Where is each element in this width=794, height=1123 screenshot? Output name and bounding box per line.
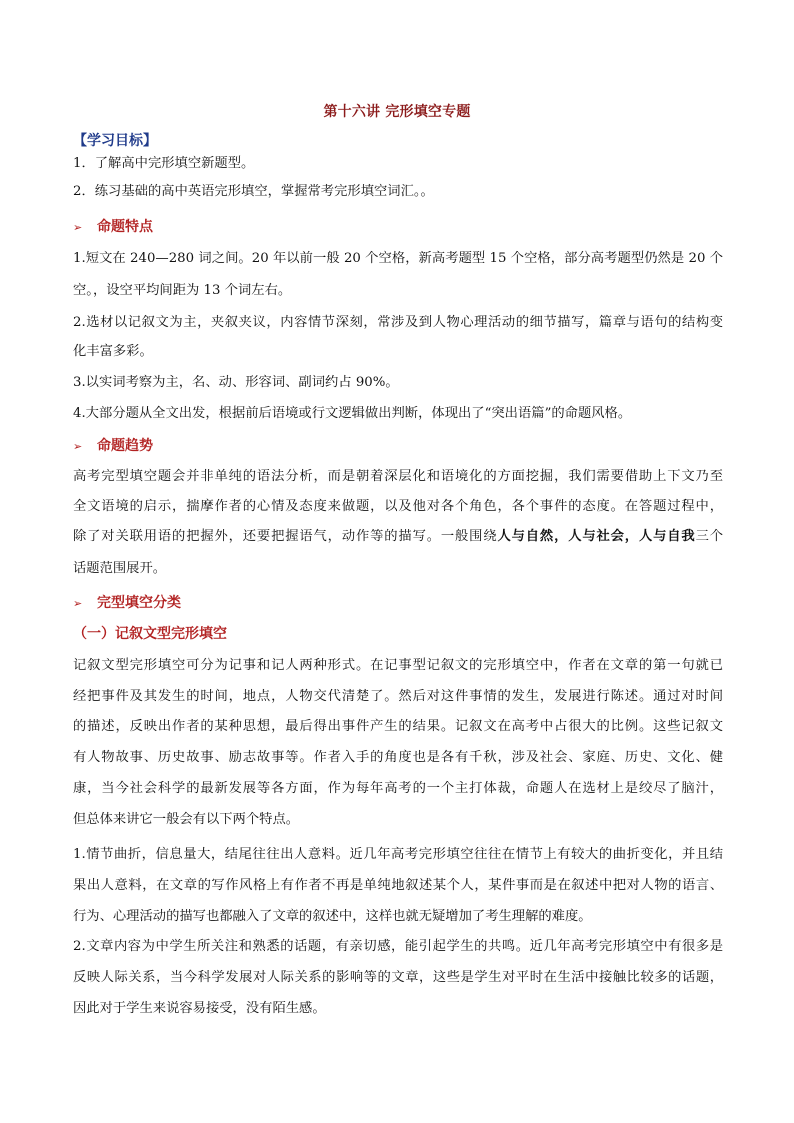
trend-themes-bold: 人与自然，人与社会，人与自我 xyxy=(497,529,696,544)
features-line-4: 化丰富多彩。 xyxy=(73,344,153,359)
page-title: 第十六讲 完形填空专题 xyxy=(323,104,471,120)
para3-line-2: 反映人际关系，当今科学发展对人际关系的影响等的文章，这些是学生对平时在生活中接触比较多的话题， xyxy=(73,970,723,985)
trend-line-3 xyxy=(73,527,723,547)
trend-heading-block xyxy=(73,436,153,457)
para1-line-5: 康，当今社会科学的最新发展等各方面，作为每年高考的一个主打体裁，命题人在选材上是绞尽了脑汁， xyxy=(73,781,723,796)
trend-line-3-tail: 三个 xyxy=(695,529,724,544)
trend-heading: 命题趋势 xyxy=(97,438,153,454)
objective-item-1: 1．了解高中完形填空新题型。 xyxy=(73,156,255,171)
para3-line-3: 因此对于学生来说容易接受，没有陌生感。 xyxy=(73,1001,326,1016)
objective-item-2: 2．练习基础的高中英语完形填空，掌握常考完形填空词汇。。 xyxy=(73,184,434,199)
classification-heading: 完型填空分类 xyxy=(97,595,181,611)
arrow-bullet-icon: ➢ xyxy=(73,221,83,234)
classification-heading-block xyxy=(73,593,181,614)
features-heading-block xyxy=(73,217,153,238)
trend-line-2: 全文语境的启示，揣摩作者的心情及态度来做题，以及他对各个角色，各个事件的态度。在答题过程中， xyxy=(73,499,723,514)
features-line-2: 空。，设空平均间距为 13 个词左右。 xyxy=(73,283,292,298)
para2-line-2: 果出人意料，在文章的写作风格上有作者不再是单纯地叙述某个人，某件事而是在叙述中把对人物的语言、 xyxy=(73,878,723,893)
para1-line-6: 但总体来讲它一般会有以下两个特点。 xyxy=(73,812,300,827)
para1-line-2: 经把事件及其发生的时间，地点，人物交代清楚了。然后对这件事情的发生，发展进行陈述。通过对时间 xyxy=(73,689,723,704)
features-line-6: 4.大部分题从全文出发，根据前后语境或行文逻辑做出判断，体现出了“突出语篇”的命题风格。 xyxy=(73,406,632,421)
narrative-sub-heading: （一）记叙文型完形填空 xyxy=(73,626,227,642)
para3-line-1: 2.文章内容为中学生所关注和熟悉的话题，有亲切感，能引起学生的共鸣。近几年高考完形填空中有很多是 xyxy=(73,939,723,954)
features-line-3: 2.选材以记叙文为主，夹叙夹议，内容情节深刻，常涉及到人物心理活动的细节描写，篇章与语句的结构变 xyxy=(73,315,723,330)
objectives-heading: 【学习目标】 xyxy=(73,133,157,149)
features-line-1: 1.短文在 240—280 词之间。20 年以前一般 20 个空格，新高考题型 15 个空格，部分高考题型仍然是 20 个 xyxy=(73,251,723,266)
para1-line-4: 有人物故事、历史故事、励志故事等。作者入手的角度也是各有千秋，涉及社会、家庭、历史、文化、健 xyxy=(73,750,723,765)
arrow-bullet-icon: ➢ xyxy=(73,440,83,453)
para1-line-3: 的描述，反映出作者的某种思想，最后得出事件产生的结果。记叙文在高考中占很大的比例。这些记叙文 xyxy=(73,719,723,734)
trend-line-3-text: 除了对关联用语的把握外，还要把握语气，动作等的描写。一般围绕 xyxy=(73,529,498,544)
features-line-5: 3.以实词考察为主，名、动、形容词、副词约占 90%。 xyxy=(73,375,399,390)
arrow-bullet-icon: ➢ xyxy=(73,597,83,610)
trend-line-1: 高考完型填空题会并非单纯的语法分析，而是朝着深层化和语境化的方面挖掘，我们需要借助上下文乃至 xyxy=(73,469,723,484)
features-heading: 命题特点 xyxy=(97,219,153,235)
para2-line-1: 1.情节曲折，信息量大，结尾往往出人意料。近几年高考完形填空往往在情节上有较大的曲折变化，并且结 xyxy=(73,847,723,862)
trend-line-4: 话题范围展开。 xyxy=(73,561,167,576)
para1-line-1: 记叙文型完形填空可分为记事和记人两种形式。在记事型记叙文的完形填空中，作者在文章的第一句就已 xyxy=(73,658,723,673)
para2-line-3: 行为、心理活动的描写也都融入了文章的叙述中，这样也就无疑增加了考生理解的难度。 xyxy=(73,909,592,924)
